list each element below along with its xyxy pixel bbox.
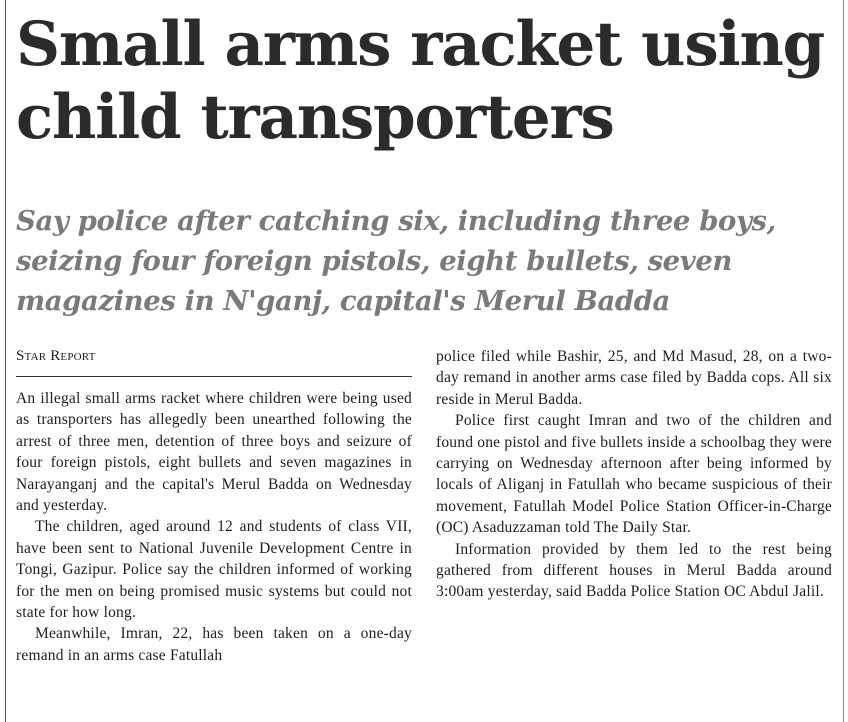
headline: Small arms racket using child transporters <box>16 9 825 154</box>
paragraph: police filed while Bashir, 25, and Md Masud, 28, on a two-day remand in another arms case filed by Badda cops. All six reside in Merul Badda. <box>436 348 832 408</box>
article-column-1 <box>16 388 412 666</box>
paragraph: The children, aged around 12 and students of class VII, have been sent to National Juvenile Development Centre in Tongi, Gazipur. Police say the children informed of working for the men on being promised music systems but could not state for how long. <box>16 518 412 622</box>
left-column-rule <box>5 0 6 722</box>
byline-divider <box>16 376 412 377</box>
subheadline: Say police after catching six, including three boys, seizing four foreign pistols, eight bullets, seven magazines in N'ganj, capital's Merul Badda <box>16 205 776 317</box>
article-column-2 <box>436 346 832 603</box>
paragraph: Police first caught Imran and two of the children and found one pistol and five bullets inside a schoolbag they were carrying on Wednesday afternoon after being informed by locals of Aliganj in Fatullah who became suspicious of their movement, Fatullah Model Police Station Officer-in-Charge (OC) Asaduzzaman told The Daily Star. <box>436 412 832 537</box>
paragraph: Information provided by them led to the rest being gathered from different houses in Merul Badda around 3:00am yesterday, said Badda Police Station OC Abdul Jalil. <box>436 540 832 601</box>
byline: Star Report <box>16 348 96 364</box>
paragraph: An illegal small arms racket where children were being used as transporters has allegedly been unearthed following the arrest of three men, detention of three boys and seizure of four foreign pistols, eight bullets and seven magazines in Narayanganj and the capital's Merul Badda on Wednesday and yesterday. <box>16 390 412 515</box>
paragraph: Meanwhile, Imran, 22, has been taken on a one-day remand in an arms case Fatullah <box>16 625 412 664</box>
right-column-rule <box>843 0 844 722</box>
